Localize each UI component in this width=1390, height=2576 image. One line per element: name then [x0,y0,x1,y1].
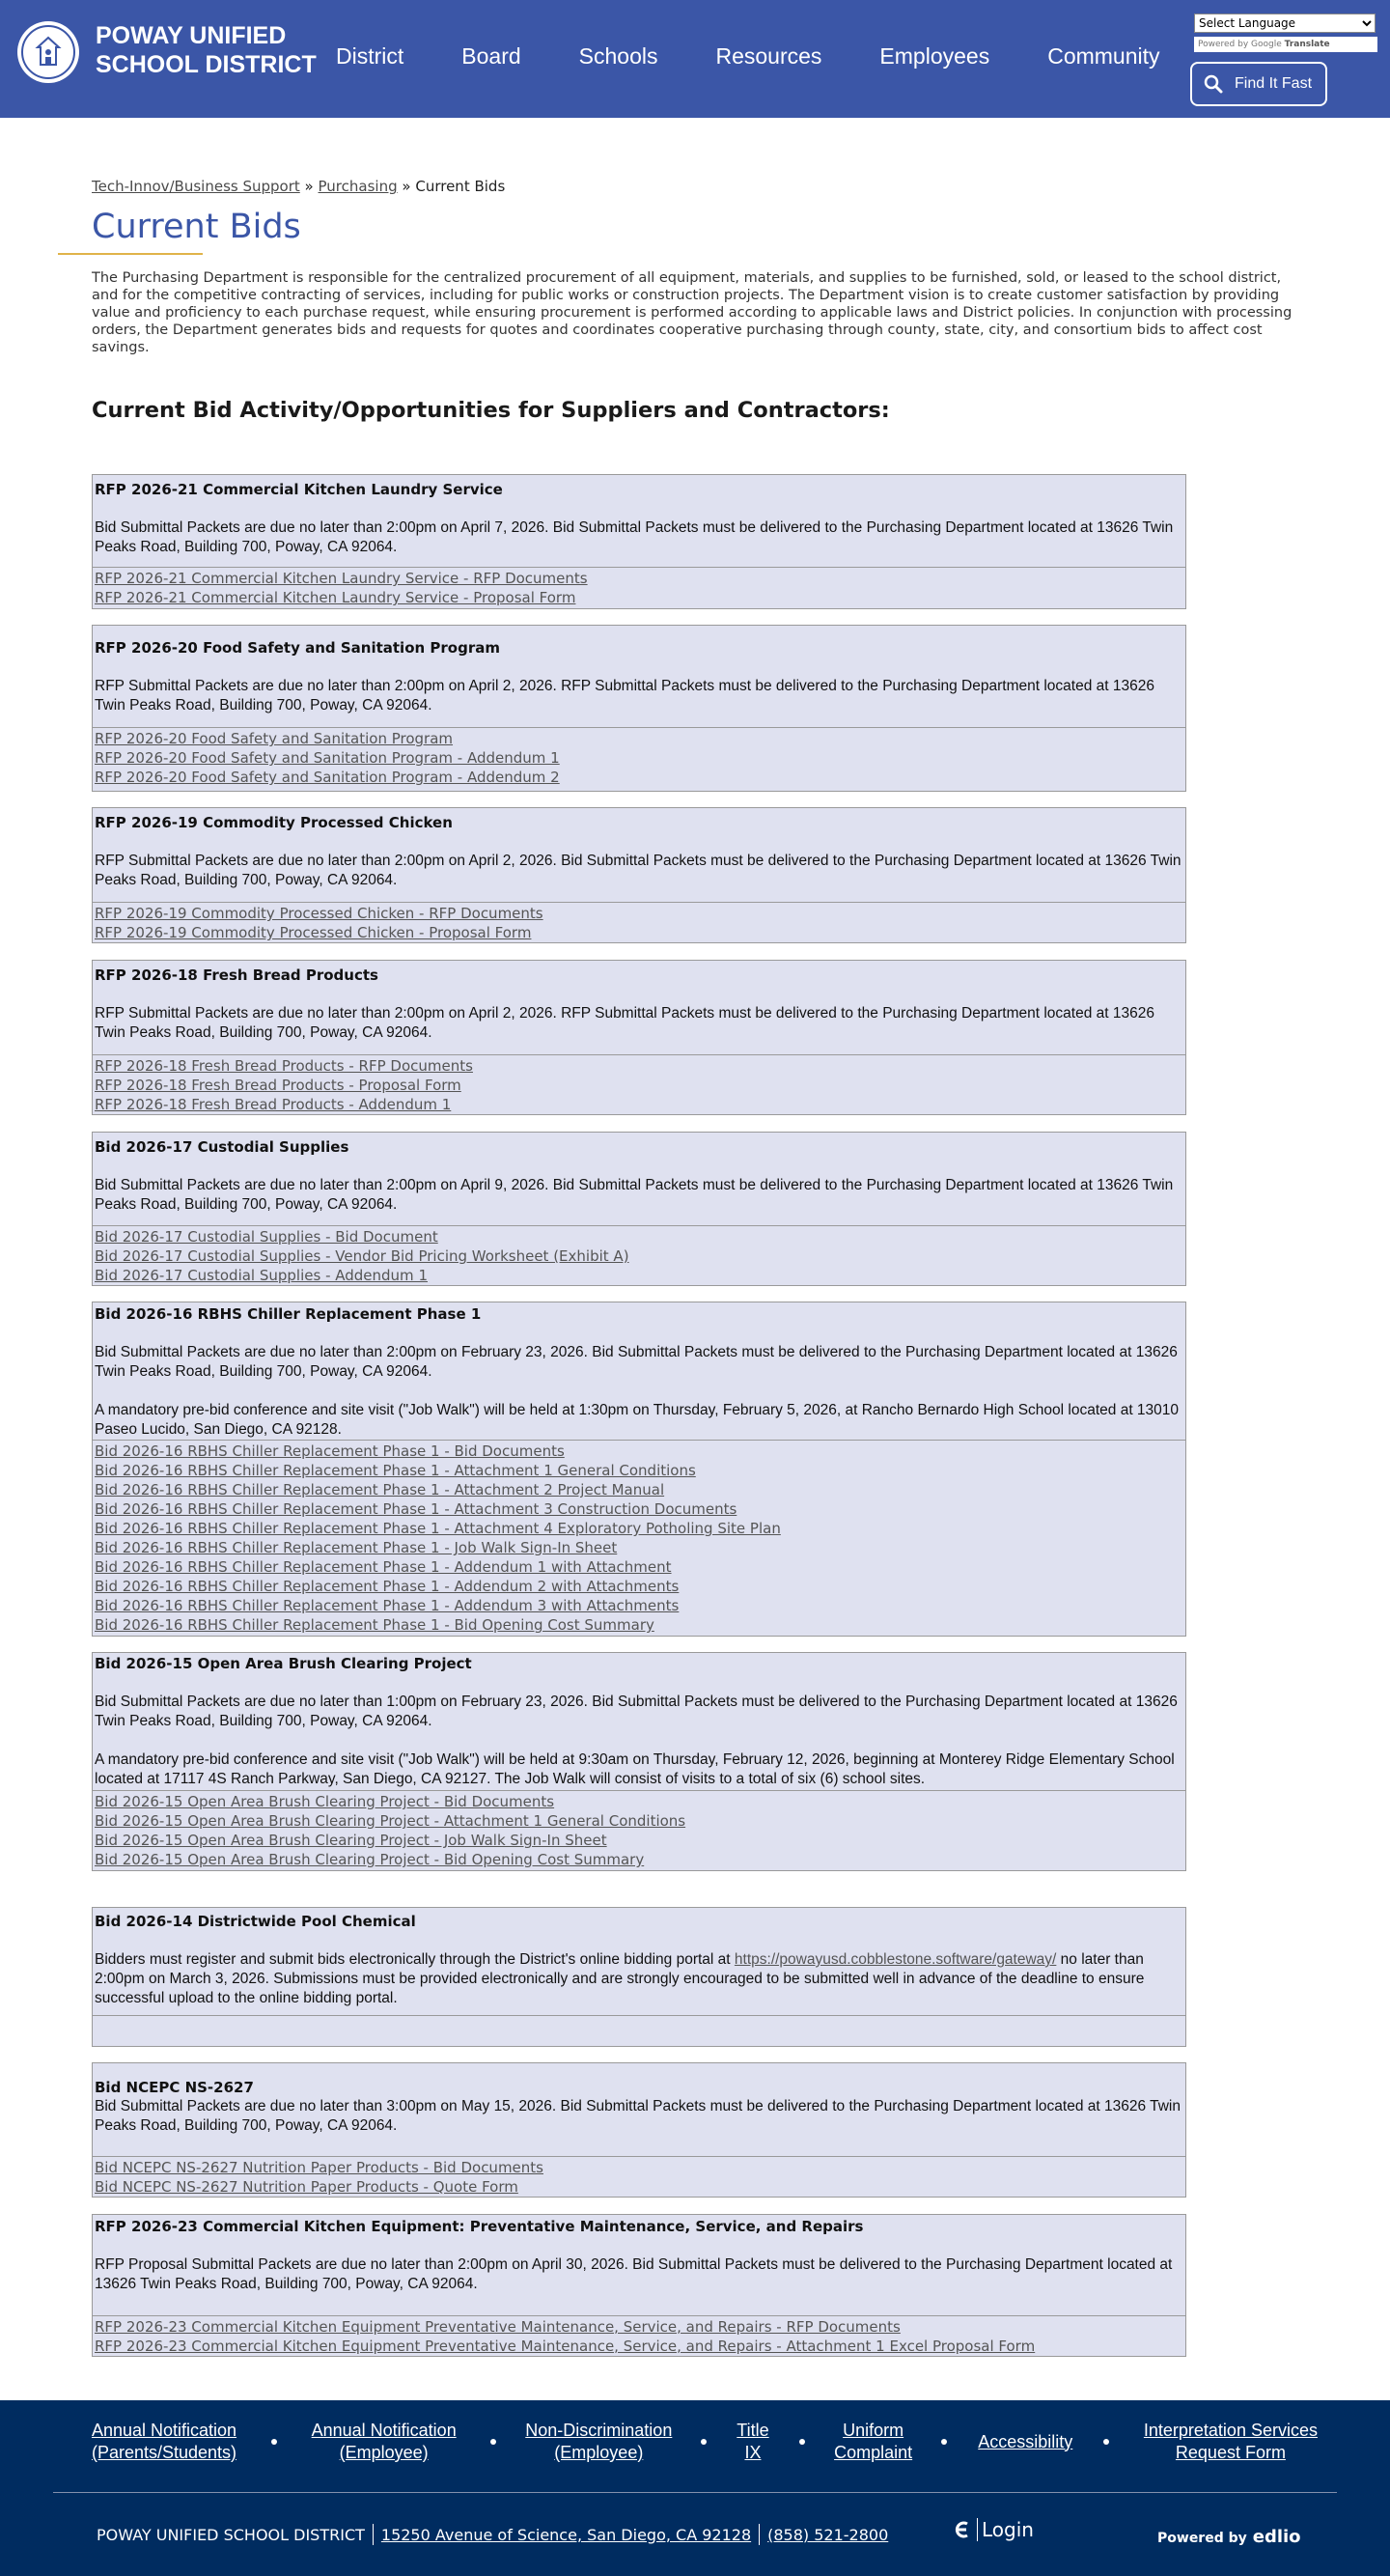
footer-link-interpretation-services[interactable]: Interpretation Services Request Form [1143,2421,1318,2462]
bid-card [92,960,1186,1115]
bid-title: Bid 2026-16 RBHS Chiller Replacement Phase 1 [95,1305,482,1323]
nav-resources[interactable]: Resources [715,43,822,69]
bid-description: RFP Submittal Packets are due no later than 2:00pm on April 2, 2026. RFP Submittal Packets must be delivered to the Purchasing Department located at 13626 Twin Peaks Road, Building 700, Poway, CA 92064. [95,1005,1154,1041]
bid-document-link[interactable]: Bid 2026-16 RBHS Chiller Replacement Phase 1 - Job Walk Sign-In Sheet [95,1539,618,1556]
language-select[interactable] [1194,14,1376,33]
bid-document-link[interactable]: Bid 2026-16 RBHS Chiller Replacement Phase 1 - Addendum 1 with Attachment [95,1558,672,1576]
bid-document-link[interactable]: Bid 2026-16 RBHS Chiller Replacement Phase 1 - Addendum 3 with Attachments [95,1597,680,1614]
bid-document-link[interactable]: Bid NCEPC NS-2627 Nutrition Paper Products - Quote Form [95,2178,518,2196]
district-logo[interactable] [17,21,79,83]
breadcrumb [92,178,505,195]
bid-links [93,1054,1185,1115]
district-name[interactable] [96,21,318,79]
bid-document-link[interactable]: Bid 2026-16 RBHS Chiller Replacement Phase 1 - Attachment 2 Project Manual [95,1481,665,1498]
translate-link[interactable]: Translate [1284,40,1330,49]
bid-card [92,1302,1186,1637]
footer-separator-dot [941,2439,947,2445]
bid-description: Bid Submittal Packets are due no later than 2:00pm on February 23, 2026. Bid Submittal Packets must be delivered to the Purchasing Department located at 13626 Twin Peaks Road, Building 700, Poway, CA 92064. [95,1344,1178,1380]
bid-document-link[interactable]: Bid 2026-16 RBHS Chiller Replacement Phase 1 - Bid Documents [95,1442,565,1460]
bid-links [93,1790,1185,1870]
nav-community[interactable]: Community [1047,43,1160,69]
nav-district[interactable]: District [336,43,404,69]
nav-employees[interactable]: Employees [879,43,990,69]
footer-link-non-discrimination[interactable]: Non-Discrimination (Employee) [525,2421,673,2462]
bid-links [93,2315,1185,2357]
bid-document-link[interactable]: RFP 2026-23 Commercial Kitchen Equipment Preventative Maintenance, Service, and Repairs - RFP Documents [95,2318,901,2336]
bid-card [92,625,1186,792]
bid-document-link[interactable]: RFP 2026-21 Commercial Kitchen Laundry Service - Proposal Form [95,589,576,606]
bid-description: RFP Submittal Packets are due no later than 2:00pm on April 2, 2026. RFP Submittal Packets must be delivered to the Purchasing Department located at 13626 Twin Peaks Road, Building 700, Poway, CA 92064. [95,678,1154,714]
footer-link-annual-notification-employee[interactable]: Annual Notification (Employee) [311,2421,457,2462]
bid-document-link[interactable]: RFP 2026-20 Food Safety and Sanitation Program - Addendum 2 [95,769,560,786]
footer-contact [97,2524,888,2545]
bid-document-link[interactable]: RFP 2026-19 Commodity Processed Chicken - Proposal Form [95,924,532,941]
bid-links [93,1225,1185,1286]
nav-board[interactable]: Board [461,43,521,69]
bid-links [93,902,1185,943]
bid-links [93,2015,1185,2046]
footer-link-uniform-complaint[interactable]: Uniform Complaint [834,2421,913,2462]
bid-description-text: Bidders must register and submit bids electronically through the District's online bidding portal at [95,1951,735,1968]
nav-schools[interactable]: Schools [578,43,658,69]
bid-description: RFP Proposal Submittal Packets are due no later than 2:00pm on April 30, 2026. Bid Submittal Packets must be delivered to the Purchasing Department located at 13626 Twin Peaks Road, Building 700, Poway, CA 92064. [95,2256,1173,2292]
district-name-line1: POWAY UNIFIED [96,22,287,49]
bid-card [92,1652,1186,1871]
login-label: Login [982,2518,1034,2541]
bid-document-link[interactable]: RFP 2026-21 Commercial Kitchen Laundry Service - RFP Documents [95,570,588,587]
breadcrumb-separator: » [304,178,314,195]
bid-title: Bid NCEPC NS-2627 [95,2079,254,2096]
footer-org-name: POWAY UNIFIED SCHOOL DISTRICT [97,2525,365,2544]
bid-description: Bid Submittal Packets are due no later than 1:00pm on February 23, 2026. Bid Submittal Packets must be delivered to the Purchasing Department located at 13626 Twin Peaks Road, Building 700, Poway, CA 92064. [95,1694,1178,1729]
bid-document-link[interactable]: Bid 2026-16 RBHS Chiller Replacement Phase 1 - Bid Opening Cost Summary [95,1616,654,1634]
edlio-e-icon [952,2519,971,2540]
bid-title: Bid 2026-14 Districtwide Pool Chemical [95,1913,416,1930]
bid-document-link[interactable]: Bid 2026-17 Custodial Supplies - Addendum 1 [95,1267,428,1284]
bid-description: Bid Submittal Packets are due no later than 3:00pm on May 15, 2026. Bid Submittal Packets must be delivered to the Purchasing Department located at 13626 Twin Peaks Road, Building 700, Poway, CA 92064. [95,2098,1181,2134]
footer-separator-dot [799,2439,805,2445]
bid-title: RFP 2026-20 Food Safety and Sanitation Program [95,639,500,657]
bid-card [92,807,1186,943]
bid-title: Bid 2026-15 Open Area Brush Clearing Project [95,1655,472,1672]
section-heading: Current Bid Activity/Opportunities for Suppliers and Contractors: [92,398,890,423]
bid-document-link[interactable]: Bid NCEPC NS-2627 Nutrition Paper Products - Bid Documents [95,2159,543,2176]
bid-document-link[interactable]: Bid 2026-15 Open Area Brush Clearing Project - Job Walk Sign-In Sheet [95,1832,607,1849]
breadcrumb-separator: » [402,178,411,195]
bid-description: Bid Submittal Packets are due no later than 2:00pm on April 9, 2026. Bid Submittal Packets must be delivered to the Purchasing Department located at 13626 Twin Peaks Road, Building 700, Poway, CA 92064. [95,1177,1174,1213]
google-translate-credit [1194,37,1377,52]
powered-by-label: Powered by [1157,2531,1247,2546]
bid-title: RFP 2026-19 Commodity Processed Chicken [95,814,453,831]
bid-document-link[interactable]: Bid 2026-16 RBHS Chiller Replacement Phase 1 - Attachment 3 Construction Documents [95,1500,737,1518]
breadcrumb-link-purchasing[interactable]: Purchasing [318,178,398,195]
bid-document-link[interactable]: RFP 2026-18 Fresh Bread Products - RFP Documents [95,1057,473,1075]
google-label: Google [1251,40,1282,49]
footer-separator-dot [271,2439,277,2445]
footer-phone-link[interactable]: (858) 521-2800 [767,2525,889,2544]
footer-address-link[interactable]: 15250 Avenue of Science, San Diego, CA 92128 [380,2525,752,2544]
powered-by-label: Powered by [1198,40,1249,49]
bid-links [93,567,1185,608]
footer-separator [759,2524,760,2545]
bid-document-link[interactable]: Bid 2026-15 Open Area Brush Clearing Project - Bid Documents [95,1793,555,1810]
footer-separator-dot [1103,2439,1109,2445]
district-seal-icon [21,25,75,79]
bid-job-walk-note: A mandatory pre-bid conference and site visit ("Job Walk") will be held at 9:30am on Thursday, February 12, 2026, beginning at Monterey Ridge Elementary School located at 17117 4S Ranch Parkway, San Diego, CA 92127. The Job Walk will consist of visits to a total of six (6) school sites. [95,1751,1175,1787]
bid-links [93,727,1185,788]
footer-link-accessibility[interactable]: Accessibility [978,2431,1073,2451]
bid-card [92,1132,1186,1286]
bid-description [95,1950,1183,2008]
bid-document-link[interactable]: Bid 2026-15 Open Area Brush Clearing Project - Bid Opening Cost Summary [95,1851,645,1868]
bid-document-link[interactable]: Bid 2026-15 Open Area Brush Clearing Project - Attachment 1 General Conditions [95,1812,686,1830]
footer-separator-dot [490,2439,496,2445]
bid-document-link[interactable]: Bid 2026-16 RBHS Chiller Replacement Phase 1 - Addendum 2 with Attachments [95,1578,680,1595]
bid-card [92,2062,1186,2198]
login-separator [977,2518,978,2541]
footer-link-title-ix[interactable]: Title IX [737,2421,769,2462]
bid-card [92,2214,1186,2357]
login-button[interactable] [952,2518,1034,2541]
footer-links [82,2420,1327,2464]
bid-document-link[interactable]: Bid 2026-16 RBHS Chiller Replacement Phase 1 - Attachment 4 Exploratory Potholing Site Plan [95,1520,781,1537]
footer-separator [373,2524,374,2545]
footer-separator-dot [701,2439,707,2445]
edlio-logo: edlio [1252,2527,1301,2547]
district-name-line2: SCHOOL DISTRICT [96,51,317,78]
bid-card [92,1907,1186,2047]
bid-links [93,1440,1185,1636]
bid-document-link[interactable]: Bid 2026-17 Custodial Supplies - Bid Document [95,1228,438,1246]
breadcrumb-link-tech-innov[interactable]: Tech-Innov/Business Support [92,178,300,195]
footer-link-annual-notification-parents[interactable]: Annual Notification (Parents/Students) [91,2421,237,2462]
footer-divider [53,2492,1337,2493]
intro-paragraph: The Purchasing Department is responsible for the centralized procurement of all equipment, materials, and supplies to be furnished, sold, or leased to the school district, and for the competitive contracting of services, including for public works or construction projects. The Department vision is to create customer satisfaction by providing value and proficiency to each purchase request, while ensuring procurement is performed according to applicable laws and District policies. In conjunction with processing orders, the Department generates bids and requests for quotes and coordinates cooperative purchasing through county, state, city, and consortium bids to affect cost savings. [92,270,1293,355]
breadcrumb-current: Current Bids [415,178,506,195]
page-title: Current Bids [92,208,301,246]
find-it-fast-button[interactable] [1190,62,1327,106]
search-icon [1204,74,1223,94]
bid-description: Bid Submittal Packets are due no later than 2:00pm on April 7, 2026. Bid Submittal Packets must be delivered to the Purchasing Department located at 13626 Twin Peaks Road, Building 700, Poway, CA 92064. [95,519,1174,555]
bid-document-link[interactable]: Bid 2026-17 Custodial Supplies - Vendor Bid Pricing Worksheet (Exhibit A) [95,1247,629,1265]
title-underline [58,253,203,255]
bid-document-link[interactable]: RFP 2026-20 Food Safety and Sanitation Program - Addendum 1 [95,749,560,767]
bid-document-link[interactable]: RFP 2026-20 Food Safety and Sanitation Program [95,730,454,747]
bid-document-link[interactable]: RFP 2026-23 Commercial Kitchen Equipment Preventative Maintenance, Service, and Repairs - Attachment 1 Excel Proposal Form [95,2338,1036,2355]
site-header [0,0,1390,118]
powered-by-edlio[interactable] [1157,2527,1301,2547]
bidding-portal-link[interactable]: https://powayusd.cobblestone.software/gateway/ [734,1951,1057,1968]
bid-description: RFP Submittal Packets are due no later than 2:00pm on April 2, 2026. Bid Submittal Packets must be delivered to the Purchasing Department located at 13626 Twin Peaks Road, Building 700, Poway, CA 92064. [95,853,1182,888]
site-footer [0,2400,1390,2576]
bid-links [93,2156,1185,2198]
bid-title: RFP 2026-18 Fresh Bread Products [95,966,378,984]
bid-title: RFP 2026-23 Commercial Kitchen Equipment: Preventative Maintenance, Service, and Repairs [95,2218,864,2235]
bid-title: Bid 2026-17 Custodial Supplies [95,1138,349,1156]
bid-document-link[interactable]: RFP 2026-18 Fresh Bread Products - Proposal Form [95,1077,461,1094]
bid-document-link[interactable]: Bid 2026-16 RBHS Chiller Replacement Phase 1 - Attachment 1 General Conditions [95,1462,696,1479]
bid-title: RFP 2026-21 Commercial Kitchen Laundry Service [95,481,503,498]
bid-job-walk-note: A mandatory pre-bid conference and site visit ("Job Walk") will be held at 1:30pm on Thursday, February 5, 2026, at Rancho Bernardo High School located at 13010 Paseo Lucido, San Diego, CA 92128. [95,1402,1180,1438]
find-it-fast-label: Find It Fast [1235,75,1313,92]
bid-document-link[interactable]: RFP 2026-18 Fresh Bread Products - Addendum 1 [95,1096,452,1113]
bid-description-text: no later than 2:00pm on March 3, 2026. Submissions must be provided electronically and are strongly encouraged to be submitted well in advance of the deadline to ensure successful upload to the online bidding portal. [95,1951,1145,2006]
main-nav [307,39,1189,77]
bid-document-link[interactable]: RFP 2026-19 Commodity Processed Chicken - RFP Documents [95,905,543,922]
bid-card [92,474,1186,609]
